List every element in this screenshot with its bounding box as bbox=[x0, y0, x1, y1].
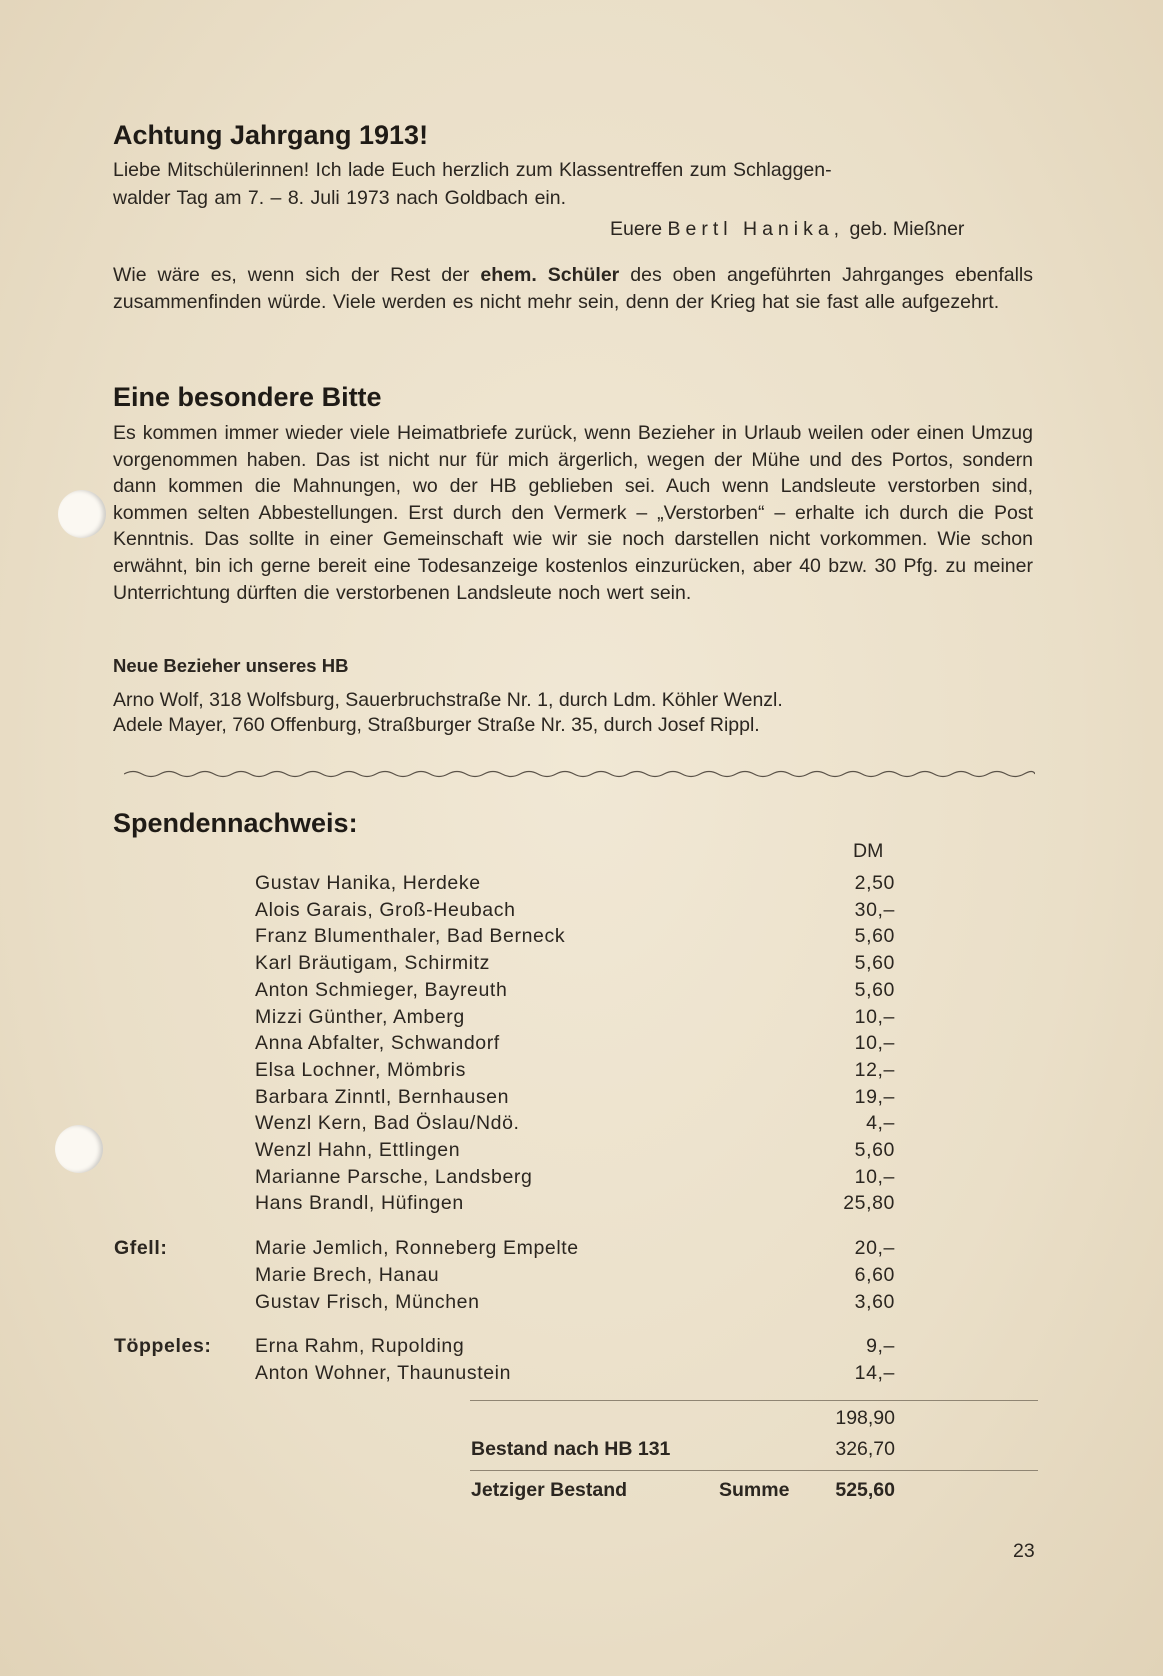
sum-label: Summe bbox=[719, 1479, 790, 1501]
subtotal-amount: 198,90 bbox=[835, 1407, 895, 1429]
donor-name: Gustav Hanika, Herdeke bbox=[255, 872, 481, 894]
previous-balance-label: Bestand nach HB 131 bbox=[471, 1438, 671, 1460]
donor-name: Erna Rahm, Rupolding bbox=[255, 1335, 465, 1358]
donation-amount: 5,60 bbox=[854, 925, 895, 948]
donor-name: Franz Blumenthaler, Bad Berneck bbox=[255, 925, 566, 948]
donation-row bbox=[0, 899, 1163, 925]
donation-row bbox=[0, 1335, 1163, 1361]
new-subscriber-2: Adele Mayer, 760 Offenburg, Straßburger Straße Nr. 35, durch Josef Rippl. bbox=[113, 714, 760, 736]
donor-name: Elsa Lochner, Mömbris bbox=[255, 1058, 466, 1081]
donation-row bbox=[0, 952, 1163, 978]
signature-suffix: geb. Mießner bbox=[849, 218, 965, 240]
donation-group: Gfell: bbox=[114, 1237, 168, 1260]
donations-heading: Spendennachweis: bbox=[113, 808, 358, 838]
new-subscribers-heading: Neue Bezieher unseres HB bbox=[113, 655, 349, 676]
donation-amount: 5,60 bbox=[854, 978, 895, 1001]
donation-row bbox=[0, 1059, 1163, 1085]
donation-amount: 25,80 bbox=[843, 1192, 895, 1215]
donor-name: Karl Bräutigam, Schirmitz bbox=[255, 952, 490, 975]
punch-hole-top bbox=[58, 490, 106, 538]
appeal-text-before: Wie wäre es, wenn sich der Rest der bbox=[113, 264, 470, 286]
donation-row bbox=[0, 925, 1163, 951]
donor-name: Anna Abfalter, Schwandorf bbox=[255, 1032, 500, 1055]
donation-row bbox=[0, 1192, 1163, 1218]
signature-prefix: Euere bbox=[610, 218, 663, 240]
donation-amount: 10,– bbox=[854, 1165, 895, 1188]
current-balance-amount: 525,60 bbox=[835, 1479, 895, 1501]
donation-row bbox=[0, 1086, 1163, 1112]
donation-row bbox=[0, 1032, 1163, 1058]
donor-name: Marie Jemlich, Ronneberg Empelte bbox=[255, 1237, 579, 1260]
donation-amount: 14,– bbox=[854, 1361, 895, 1384]
appeal-text-after: des oben angeführten Jahrganges ebenfalls zusammenfinden würde. Viele werden es nicht mehr sein, denn der Krieg hat sie fast alle aufgezehrt. bbox=[113, 264, 1034, 313]
donation-row bbox=[0, 1112, 1163, 1138]
donor-name: Alois Garais, Groß-Heubach bbox=[255, 898, 516, 921]
signature-name: Bertl Hanika, bbox=[667, 218, 845, 240]
invitation-line-2: walder Tag am 7. – 8. Juli 1973 nach Goldbach ein. bbox=[113, 187, 567, 209]
donation-amount: 3,60 bbox=[854, 1290, 895, 1313]
donation-amount: 2,50 bbox=[854, 872, 895, 894]
heading-besondere-bitte: Eine besondere Bitte bbox=[113, 382, 382, 412]
donation-amount: 10,– bbox=[854, 1005, 895, 1028]
appeal-bold-text: ehem. Schüler bbox=[480, 264, 620, 286]
donor-name: Anton Wohner, Thaunustein bbox=[255, 1361, 512, 1384]
current-balance-label: Jetziger Bestand bbox=[471, 1479, 628, 1501]
donation-amount: 6,60 bbox=[854, 1263, 895, 1286]
donor-name: Gustav Frisch, München bbox=[255, 1290, 480, 1313]
donation-row bbox=[0, 1291, 1163, 1317]
donor-name: Barbara Zinntl, Bernhausen bbox=[255, 1085, 510, 1108]
heading-jahrgang: Achtung Jahrgang 1913! bbox=[113, 120, 429, 150]
donation-amount: 30,– bbox=[854, 898, 895, 921]
donation-amount: 10,– bbox=[854, 1032, 895, 1055]
donation-row bbox=[0, 1237, 1163, 1263]
donation-amount: 20,– bbox=[854, 1237, 895, 1260]
donor-name: Wenzl Hahn, Ettlingen bbox=[255, 1139, 461, 1161]
donation-row bbox=[0, 979, 1163, 1005]
new-subscriber-1: Arno Wolf, 318 Wolfsburg, Sauerbruchstraße Nr. 1, durch Ldm. Köhler Wenzl. bbox=[113, 689, 783, 711]
page-number: 23 bbox=[1013, 1540, 1035, 1562]
donation-amount: 4,– bbox=[866, 1112, 895, 1135]
donation-row bbox=[0, 1362, 1163, 1388]
donor-name: Hans Brandl, Hüfingen bbox=[255, 1192, 464, 1215]
donation-row bbox=[0, 872, 1163, 898]
request-paragraph: Es kommen immer wieder viele Heimatbriefe zurück, wenn Bezieher in Urlaub weilen oder einen Umzug vorgenommen haben. Das ist nicht nur für mich ärgerlich, wegen der Mühe und des Portos, sondern dann kommen die Mahnungen, wo der HB geblieben sei. Auch wenn Landsleute verstorben sind, kommen selten Abbestellungen. Erst durch den Vermerk – „Verstorben“ – erhalte ich durch die Post Kenntnis. Das sollte in einer Gemeinschaft wie wir sie noch darstellen nicht vorkommen. Wie schon erwähnt, bin ich gerne bereit eine Todesanzeige kostenlos einzurücken, aber 40 bzw. 30 Pfg. zu meiner Unterrichtung dürften die verstorbenen Landsleute noch wert sein. bbox=[113, 422, 1033, 604]
donation-row bbox=[0, 1264, 1163, 1290]
donation-amount: 12,– bbox=[854, 1058, 895, 1081]
donor-name: Marianne Parsche, Landsberg bbox=[255, 1165, 533, 1188]
wavy-separator bbox=[124, 768, 1035, 780]
subtotal-rule bbox=[470, 1400, 1038, 1401]
invitation-line-1: Liebe Mitschülerinnen! Ich lade Euch herzlich zum Klassentreffen zum Schlaggen- bbox=[113, 159, 832, 181]
donation-group: Töppeles: bbox=[114, 1335, 212, 1358]
donor-name: Wenzl Kern, Bad Öslau/Ndö. bbox=[255, 1112, 520, 1135]
total-rule bbox=[470, 1470, 1038, 1471]
donation-amount: 5,60 bbox=[854, 1139, 895, 1161]
signature bbox=[610, 218, 964, 241]
donation-row bbox=[0, 1006, 1163, 1032]
donor-name: Anton Schmieger, Bayreuth bbox=[255, 978, 508, 1001]
appeal-paragraph bbox=[113, 262, 1033, 315]
donor-name: Mizzi Günther, Amberg bbox=[255, 1005, 465, 1028]
donation-amount: 19,– bbox=[854, 1085, 895, 1108]
donation-amount: 9,– bbox=[866, 1335, 895, 1358]
donation-row bbox=[0, 1139, 1163, 1165]
donation-row bbox=[0, 1166, 1163, 1192]
donor-name: Marie Brech, Hanau bbox=[255, 1263, 440, 1286]
previous-balance-amount: 326,70 bbox=[835, 1438, 895, 1460]
donation-amount: 5,60 bbox=[854, 952, 895, 975]
currency-label: DM bbox=[853, 840, 884, 862]
